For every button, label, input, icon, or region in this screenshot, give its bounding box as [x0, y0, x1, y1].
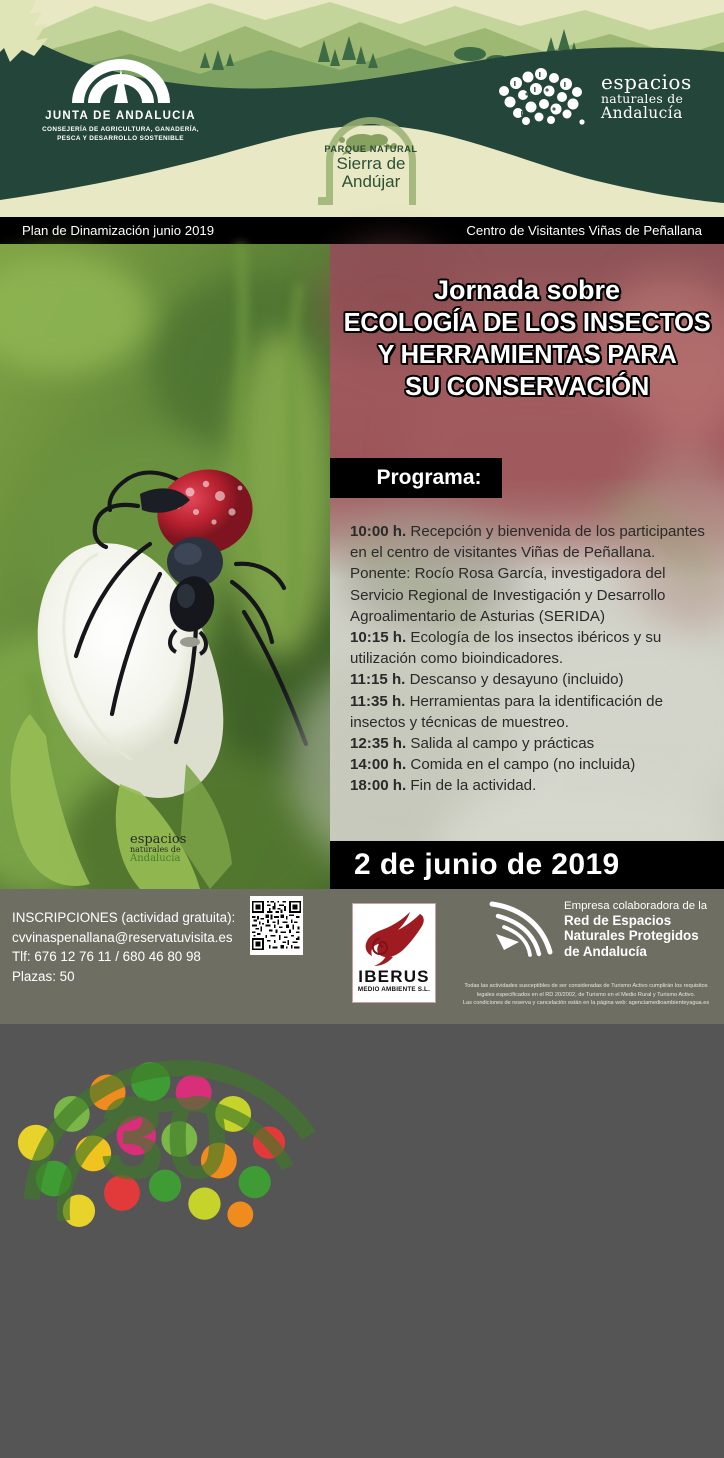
espacios-line3: Andalucía — [601, 104, 683, 123]
programa-item — [350, 669, 716, 690]
iberus-name: IBERUS — [358, 967, 430, 986]
espacios-line2: naturales de — [601, 91, 684, 107]
espacios-naturales-cluster-icon — [492, 65, 592, 129]
junta-subtitle-line1: CONSEJERÍA DE AGRICULTURA, GANADERÍA, — [42, 126, 199, 133]
programa-item — [350, 733, 716, 754]
parque-line2: Sierra de — [336, 154, 406, 173]
beetle-on-white-flower-illustration — [0, 244, 330, 889]
mini-espacios-line1: espacios — [130, 831, 187, 847]
parque-line1: PARQUE NATURAL — [324, 144, 418, 154]
legal-line2: legales especificados en el RD 20/2002, de Turismo en el Medio Rural y Turismo Activo. — [476, 991, 696, 998]
mini-espacios-line2: naturales de — [130, 844, 181, 854]
programa-item — [350, 627, 716, 669]
parque-wordmark — [312, 144, 430, 191]
red-line3: Naturales Protegidos — [564, 928, 699, 944]
iberus-subtitle: MEDIO AMBIENTE S.L. — [357, 986, 431, 993]
programa-heading-text: Programa: — [376, 466, 482, 489]
poster-title — [330, 274, 724, 403]
inscripciones-title: INSCRIPCIONES (actividad gratuita): — [12, 910, 236, 925]
programa-item — [350, 775, 716, 796]
programa-item-time: 12:35 h. — [350, 735, 407, 753]
programa-item-time: 18:00 h. — [350, 777, 407, 795]
red-line2: Red de Espacios — [564, 913, 672, 928]
programa-item-text: Herramientas para la identificación de insectos y técnicas de muestreo. — [350, 692, 663, 731]
title-line-4: SU CONSERVACIÓN — [405, 373, 649, 401]
espacios-wordmark — [601, 72, 692, 122]
red-espacios-logo — [490, 900, 720, 959]
programa-schedule-list — [350, 521, 716, 797]
programa-item — [350, 563, 716, 627]
junta-de-andalucia-logo — [33, 55, 208, 150]
subtitle-strip — [0, 217, 724, 244]
junta-subtitle-line2: PESCA Y DESARROLLO SOSTENIBLE — [57, 135, 184, 142]
programa-item-text: Ecología de los insectos ibéricos y su utilización como bioindicadores. — [350, 629, 662, 668]
programa-item — [350, 691, 716, 733]
parque-natural-sierra-andujar-logo — [312, 113, 430, 205]
event-date-text: 2 de junio de 2019 — [354, 848, 620, 881]
programa-heading-box — [330, 458, 502, 498]
iberus-eagle-icon — [358, 908, 430, 968]
parque-line3: Andújar — [341, 172, 401, 191]
right-content-panel — [330, 244, 724, 889]
programa-item-text: Fin de la actividad. — [406, 777, 537, 795]
inscripciones-phone: Tlf: 676 12 76 11 / 680 46 80 98 — [12, 949, 201, 964]
espacios-naturales-logo — [492, 62, 706, 132]
red-line4: de Andalucía — [564, 943, 647, 959]
anniversary-number: 30 — [99, 1072, 231, 1204]
event-date-box — [330, 841, 724, 889]
programa-item-time: 11:35 h. — [350, 692, 406, 710]
programa-item-time: 11:15 h. — [350, 671, 406, 689]
red-espacios-wordmark — [564, 900, 707, 959]
programa-item — [350, 521, 716, 563]
programa-item — [350, 754, 716, 775]
poster-header — [0, 0, 724, 217]
programa-item-text: Descanso y desayuno (incluido) — [405, 671, 624, 689]
legal-line1: Todas las actividades susceptibles de ser consideradas de Turismo Activo cumplirán los requisitos — [464, 983, 708, 989]
programa-item-time: 10:00 h. — [350, 523, 407, 540]
title-line-2: ECOLOGÍA DE LOS INSECTOS — [343, 309, 711, 337]
mini-espacios-line3: Andalucía — [130, 852, 181, 864]
title-line-3: Y HERRAMIENTAS PARA — [377, 341, 677, 369]
title-line-1: Jornada sobre — [433, 275, 621, 305]
junta-title: JUNTA DE ANDALUCIA — [45, 110, 196, 122]
programa-item-text: Ponente: Rocío Rosa García, investigadora del Servicio Regional de Investigación y Desarrollo Agroalimentario de Asturias (SERIDA) — [350, 565, 666, 625]
iberus-logo — [352, 903, 436, 1003]
red-espacios-swoosh-icon — [490, 900, 556, 958]
red-line1: Empresa colaboradora de la — [564, 900, 708, 912]
inscripciones-plazas: Plazas: 50 — [12, 968, 75, 984]
andalusia-arches-icon — [66, 55, 176, 107]
programa-item-text: Comida en el campo (no incluida) — [406, 756, 636, 774]
junta-subtitle — [33, 125, 208, 143]
programa-item-time: 14:00 h. — [350, 756, 407, 774]
programa-item-text: Recepción y bienvenida de los participantes en el centro de visitantes Viñas de Peñallana. — [350, 523, 705, 562]
strip-left-text: Plan de Dinamización junio 2019 — [22, 223, 215, 238]
strip-right-text: Centro de Visitantes Viñas de Peñallana — [466, 223, 702, 238]
legal-disclaimer — [452, 982, 720, 1008]
inscripciones-email[interactable]: cvvinaspenallana@reservatuvisita.es — [12, 929, 233, 945]
programa-item-text: Salida al campo y prácticas — [406, 735, 595, 753]
legal-line3: Las condiciones de reserva y cancelación están en la página web: agenciamedioambienteyagua.es — [462, 1000, 710, 1007]
programa-item-time: 10:15 h. — [350, 629, 407, 647]
qr-code-icon[interactable] — [250, 896, 303, 955]
espacios-line1: espacios — [601, 70, 692, 95]
